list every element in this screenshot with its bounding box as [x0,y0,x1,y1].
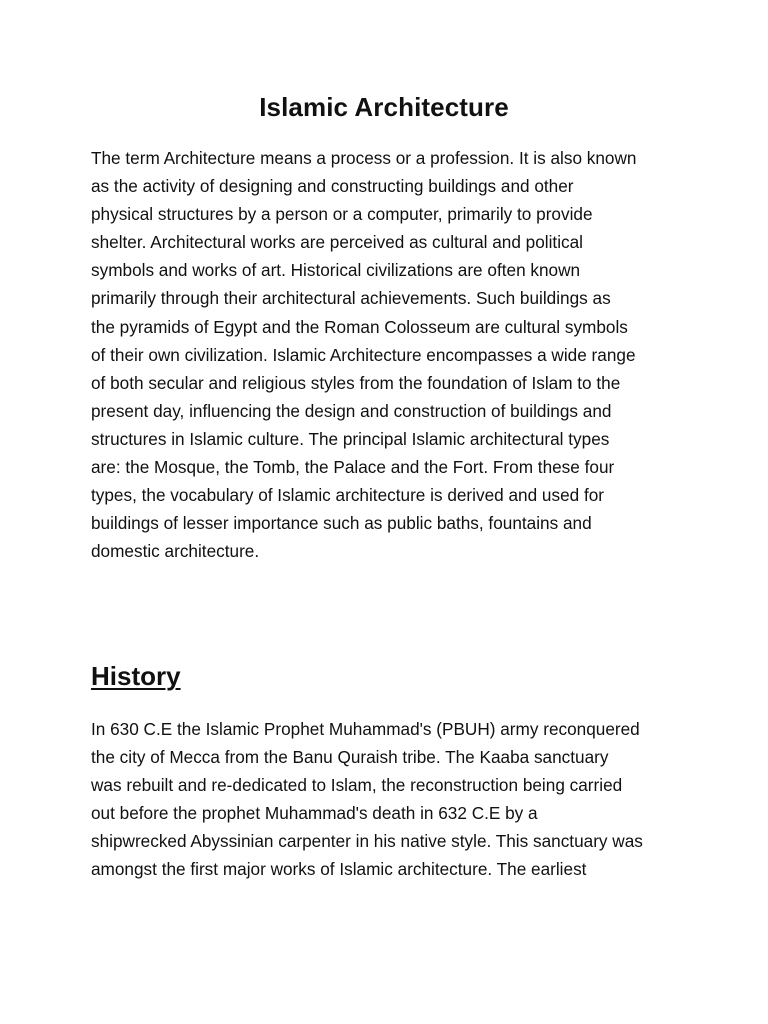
page-title: Islamic Architecture [259,92,509,122]
history-line: the city of Mecca from the Banu Quraish tribe. The Kaaba sanctuary [91,747,609,768]
intro-line: shelter. Architectural works are perceived as cultural and political [91,232,583,253]
intro-line: types, the vocabulary of Islamic architecture is derived and used for [91,485,605,506]
history-line: In 630 C.E the Islamic Prophet Muhammad's (PBUH) army reconquered [91,719,640,739]
intro-line: of their own civilization. Islamic Architecture encompasses a wide range [91,344,636,365]
intro-line: buildings of lesser importance such as public baths, fountains and [91,513,592,534]
history-line: shipwrecked Abyssinian carpenter in his native style. This sanctuary was [91,831,643,852]
intro-line: are: the Mosque, the Tomb, the Palace and the Fort. From these four [91,457,615,478]
intro-line: symbols and works of art. Historical civilizations are often known [91,260,581,281]
history-heading: History [91,661,181,691]
intro-line: of both secular and religious styles from the foundation of Islam to the [91,372,621,393]
intro-line: domestic architecture. [91,541,260,562]
history-line: was rebuilt and re-dedicated to Islam, the reconstruction being carried [91,775,623,796]
intro-line: The term Architecture means a process or a profession. It is also known [91,148,637,168]
intro-line: as the activity of designing and constructing buildings and other [91,176,574,197]
history-line: amongst the first major works of Islamic architecture. The earliest [91,859,587,880]
history-line: out before the prophet Muhammad's death in 632 C.E by a [91,803,538,824]
intro-line: physical structures by a person or a computer, primarily to provide [91,204,593,225]
history-paragraph [91,715,691,884]
intro-paragraph [91,144,691,565]
intro-line: primarily through their architectural achievements. Such buildings as [91,288,611,309]
intro-line: the pyramids of Egypt and the Roman Colosseum are cultural symbols [91,316,628,337]
intro-line: structures in Islamic culture. The principal Islamic architectural types [91,428,610,449]
intro-line: present day, influencing the design and construction of buildings and [91,400,612,421]
